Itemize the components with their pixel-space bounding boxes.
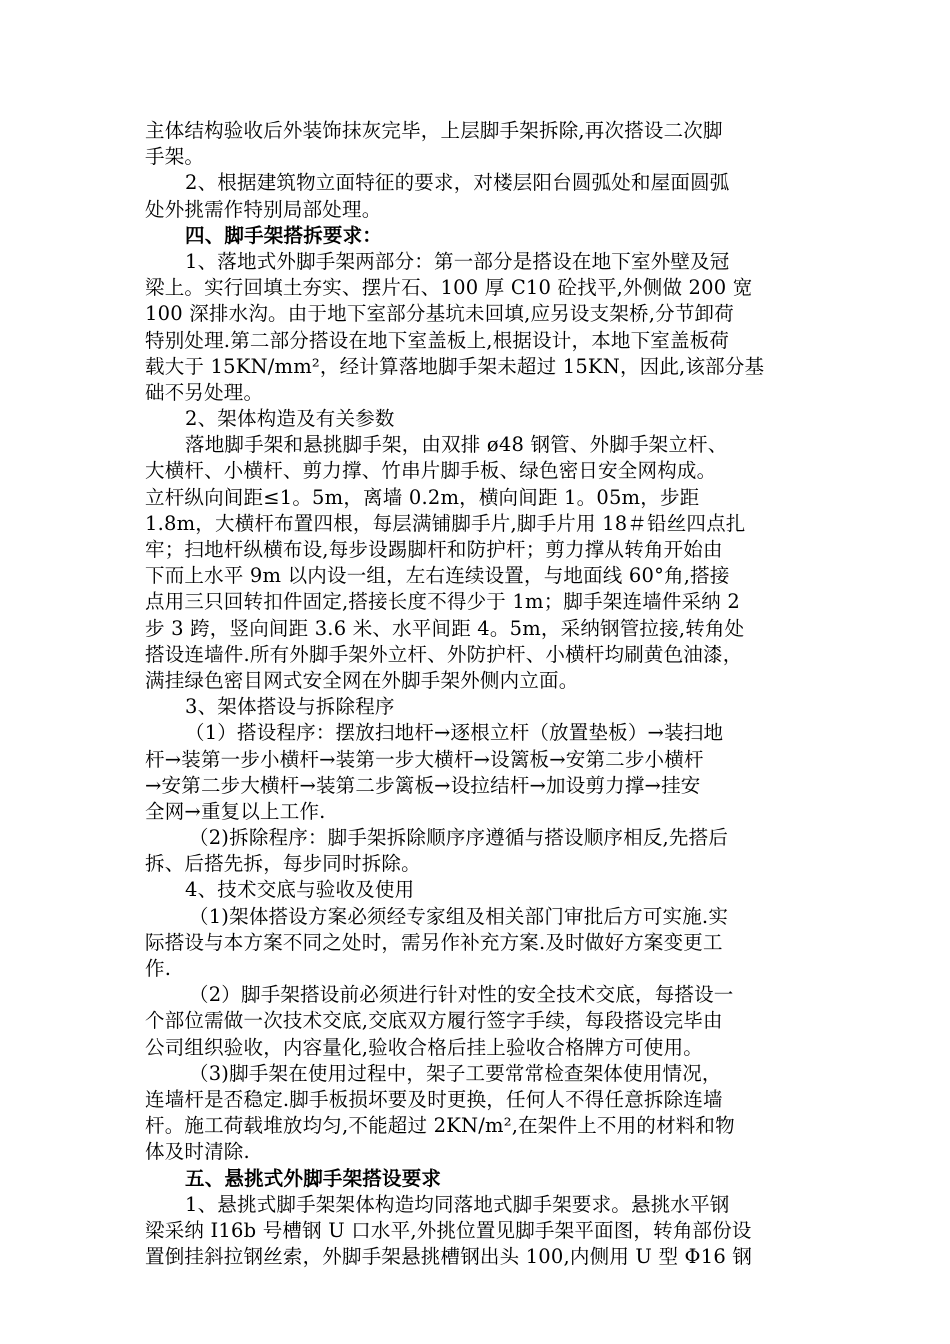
text-line: 际搭设与本方案不同之处时，需另作补充方案.及时做好方案变更工 [145,930,723,954]
text-line: 特别处理.第二部分搭设在地下室盖板上,根据设计，本地下室盖板荷 [145,328,730,352]
text-line: 手架。 [145,145,205,169]
text-line: 置倒挂斜拉钢丝索，外脚手架悬挑槽钢出头 100,内侧用 U 型 Φ16 钢 [145,1245,753,1269]
text-line: 础不另处理。 [145,380,264,404]
text-line: 连墙杆是否稳定.脚手板损坏要及时更换，任何人不得任意拆除连墙 [145,1087,723,1111]
text-line: 2、架体构造及有关参数 [185,407,395,431]
text-line: 杆→装第一步小横杆→装第一步大横杆→设篱板→安第二步小横杆 [145,747,704,771]
text-line: （3)脚手架在使用过程中，架子工要常常检查架体使用情况， [189,1061,722,1085]
text-line: 牢；扫地杆纵横布设,每步设踢脚杆和防护杆；剪力撑从转角开始由 [145,538,723,561]
text-line: 梁采纳 I16b 号槽钢 U 口水平,外挑位置见脚手架平面图，转角部份设 [145,1218,752,1242]
text-line: 杆。施工荷载堆放均匀,不能超过 2KN/m²,在架件上不用的材料和物 [145,1114,735,1138]
text-line: 点用三只回转扣件固定,搭接长度不得少于 1m；脚手架连墙件采纳 2 [145,590,740,614]
text-line: 100 深排水沟。由于地下室部分基坑未回填,应另设支架桥,分节卸荷 [145,302,734,326]
text-line: 2、根据建筑物立面特征的要求，对楼层阳台圆弧处和屋面圆弧 [185,171,730,195]
text-line: →安第二步大横杆→装第二步篱板→设拉结杆→加设剪力撑→挂安 [145,773,701,797]
text-line: 作. [145,957,172,980]
text-line: 梁上。实行回填土夯实、摆片石、100 厚 C10 砼找平,外侧做 200 宽 [145,276,753,300]
text-line: 个部位需做一次技术交底,交底双方履行签字手续，每段搭设完毕由 [145,1009,723,1033]
text-line: （1）搭设程序：摆放扫地杆→逐根立杆（放置垫板）→装扫地 [185,721,724,745]
text-line: （1)架体搭设方案必须经专家组及相关部门审批后方可实施.实 [189,904,729,928]
text-line: 步 3 跨，竖向间距 3.6 米、水平间距 4。5m，采纳钢管拉接,转角处 [145,616,745,640]
text-line: 1.8m，大横杆布置四根，每层满铺脚手片,脚手片用 18＃铅丝四点扎 [145,511,746,535]
text-line: 满挂绿色密目网式安全网在外脚手架外侧内立面。 [145,668,579,692]
section-heading: 五、悬挑式外脚手架搭设要求 [185,1166,442,1190]
text-line: 大横杆、小横杆、剪力撑、竹串片脚手板、绿色密日安全网构成。 [145,459,717,483]
text-line: （2)拆除程序：脚手架拆除顺序序遵循与搭设顺序相反,先搭后 [189,826,729,850]
text-line: （2）脚手架搭设前必须进行针对性的安全技术交底，每搭设一 [189,983,734,1007]
text-line: 1、悬挑式脚手架架体构造均同落地式脚手架要求。悬挑水平钢 [185,1192,730,1216]
text-line: 落地脚手架和悬挑脚手架，由双排 ø48 钢管、外脚手架立杆、 [185,433,728,457]
text-line: 下而上水平 9m 以内设一组，左右连续设置，与地面线 60°角,搭接 [145,564,730,588]
section-heading: 四、脚手架搭拆要求： [185,223,383,247]
text-line: 体及时清除. [145,1140,250,1164]
text-line: 拆、后搭先拆，每步同时拆除。 [145,852,421,876]
text-line: 主体结构验收后外装饰抹灰完毕，上层脚手架拆除,再次搭设二次脚 [145,119,723,142]
text-line: 搭设连墙件.所有外脚手架外立杆、外防护杆、小横杆均刷黄色油漆， [145,642,743,666]
text-line: 3、架体搭设与拆除程序 [185,695,395,719]
text-line: 1、落地式外脚手架两部分：第一部分是搭设在地下室外壁及冠 [185,249,730,273]
text-line: 公司组织验收，内容量化,验收合格后挂上验收合格牌方可使用。 [145,1035,703,1059]
text-line: 4、技术交底与验收及使用 [185,878,415,902]
text-line: 全网→重复以上工作. [145,799,326,823]
text-line: 立杆纵向间距≤1。5m，离墙 0.2m，横向间距 1。05m，步距 [145,485,700,509]
text-line: 载大于 15KN/mm²，经计算落地脚手架未超过 15KN，因此,该部分基 [145,354,765,378]
text-line: 处外挑需作特别局部处理。 [145,197,382,221]
